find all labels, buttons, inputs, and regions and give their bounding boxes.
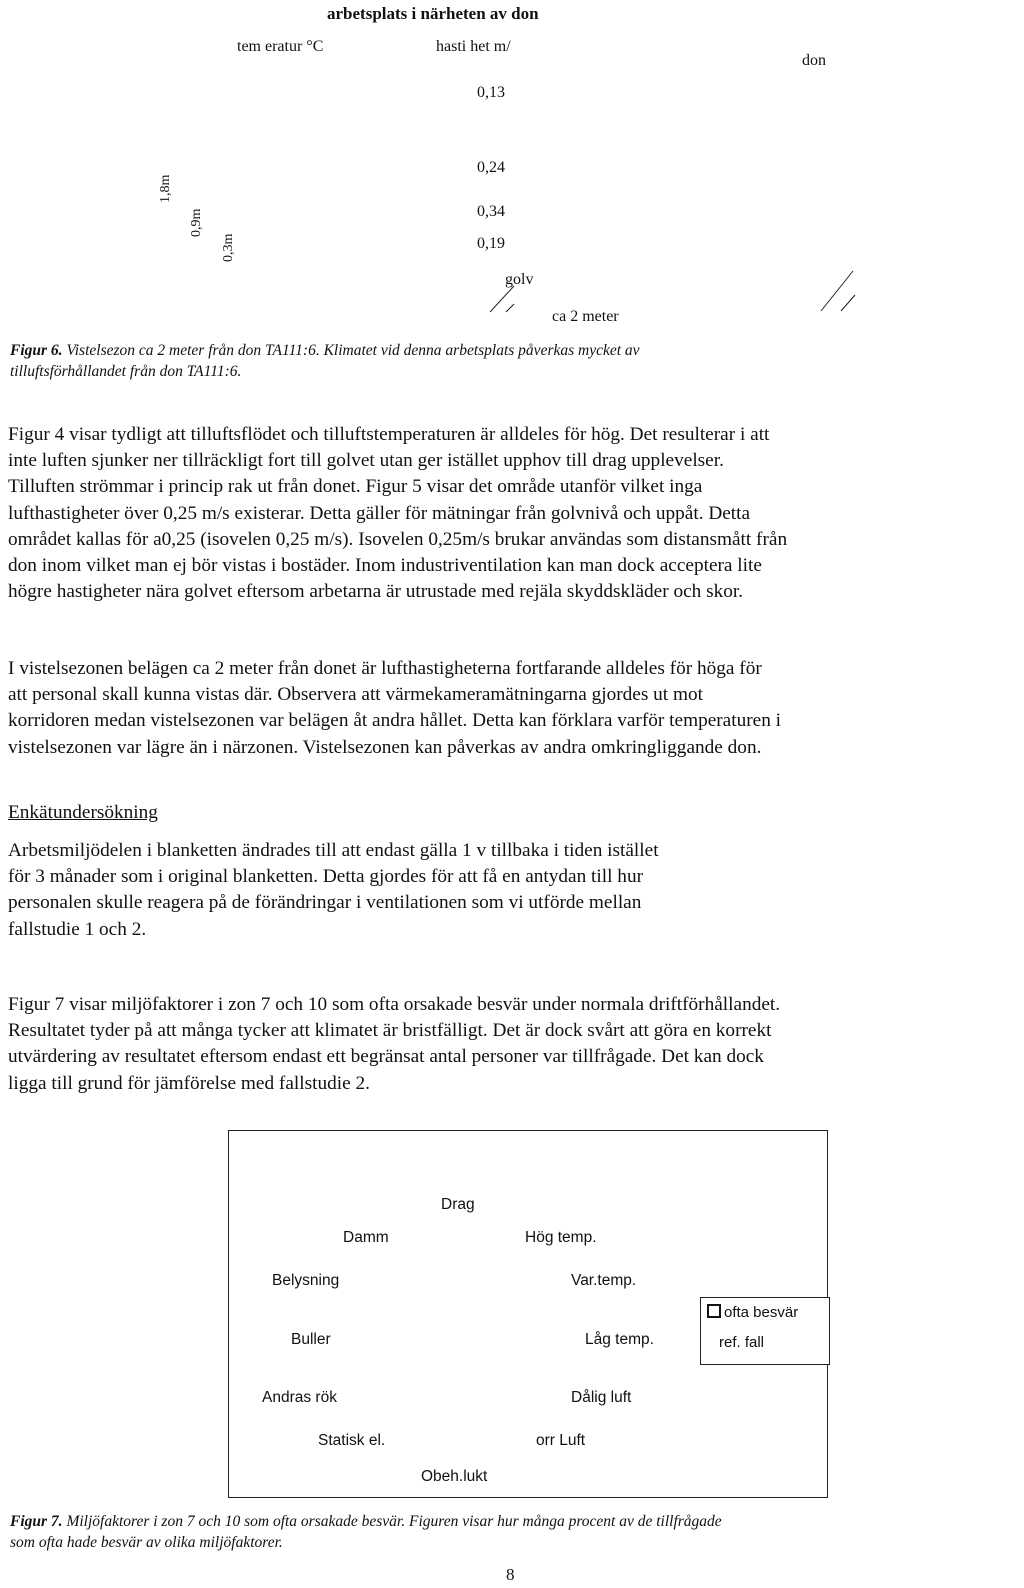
paragraph-4-line: ligga till grund för jämförelse med fallstudie 2. <box>8 1072 370 1094</box>
figure-7-caption <box>10 1511 1010 1553</box>
temperature-column-label: tem eratur °C <box>237 38 324 55</box>
paragraph-3-line: Arbetsmiljödelen i blanketten ändrades till att endast gälla 1 v tillbaka i tiden istället <box>8 840 659 861</box>
figure-6-caption-text-2: tilluftsförhållandet från don TA111:6. <box>10 363 242 380</box>
distance-label: ca 2 meter <box>552 308 619 325</box>
figure-7-caption-label: Figur 7. <box>10 1513 63 1530</box>
legend-item-ofta-besvar <box>707 1304 798 1321</box>
paragraph-1-line: don inom vilket man ej bör vistas i bostäder. Inom industriventilation kan man dock acceptera lite <box>8 555 762 577</box>
value-0-9m: 0,34 <box>477 203 505 220</box>
label-andras-rok: Andras rök <box>262 1389 337 1406</box>
paragraph-1-line: området kallas för a0,25 (isovelen 0,25 m/s). Isovelen 0,25m/s brukar användas som distansmått från <box>8 528 788 550</box>
value-0-3m: 0,19 <box>477 235 505 252</box>
paragraph-4-line: utvärdering av resultatet eftersom endast ett begränsat antal personer var tillfrågade. Det kan dock <box>8 1046 764 1068</box>
figure-7-caption-text: Miljöfaktorer i zon 7 och 10 som ofta orsakade besvär. Figuren visar hur många procent av de tillfrågade <box>66 1513 722 1530</box>
floor-hatch-right <box>815 265 865 315</box>
label-statisk-el: Statisk el. <box>318 1432 386 1449</box>
legend-label: ref. fall <box>719 1334 765 1351</box>
page-number: 8 <box>506 1565 515 1584</box>
label-hog-temp: Hög temp. <box>525 1229 597 1246</box>
figure-6-title: arbetsplats i närheten av don <box>327 4 539 23</box>
height-label-0-3m: 0,3m <box>221 233 236 262</box>
floor-label: golv <box>505 271 534 288</box>
legend-item-ref-fall <box>719 1334 764 1351</box>
paragraph-1-line: Tilluften strömmar i princip rak ut från donet. Figur 5 visar det område utanför vilket inga <box>8 476 703 498</box>
label-var-temp: Var.temp. <box>571 1272 637 1289</box>
don-label: don <box>802 52 826 69</box>
label-obeh-lukt: Obeh.lukt <box>421 1468 488 1485</box>
figure-7-caption-text-2: som ofta hade besvär av olika miljöfaktorer. <box>10 1534 283 1551</box>
label-drag: Drag <box>441 1196 475 1213</box>
paragraph-4-line: Figur 7 visar miljöfaktorer i zon 7 och 10 som ofta orsakade besvär under normala driftförhållandet. <box>8 994 781 1015</box>
floor-hatch-left <box>488 276 518 316</box>
paragraph-2 <box>8 656 1018 761</box>
figure-7-legend <box>700 1297 830 1365</box>
paragraph-2-line: vistelsezonen var lägre än i närzonen. Vistelsezonen kan påverkas av andra omkringliggande don. <box>8 736 762 758</box>
label-buller: Buller <box>291 1331 331 1348</box>
paragraph-3-line: för 3 månader som i original blanketten. Detta gjordes för att få en antydan till hur <box>8 866 644 888</box>
label-belysning: Belysning <box>272 1272 340 1289</box>
legend-square-icon <box>707 1304 721 1318</box>
label-torr-luft: orr Luft <box>536 1432 586 1449</box>
label-damm: Damm <box>343 1229 389 1246</box>
paragraph-3 <box>8 838 1018 943</box>
paragraph-3-line: fallstudie 1 och 2. <box>8 918 147 940</box>
figure-6-caption <box>10 340 1010 382</box>
paragraph-2-line: korridoren medan vistelsezonen var belägen åt andra hållet. Detta kan förklara varför temperaturen i <box>8 710 782 732</box>
paragraph-1-line: inte luften sjunker ner tillräckligt fort till golvet utan ger istället upphov till drag upplevelser. <box>8 450 724 472</box>
paragraph-1 <box>8 422 1018 605</box>
figure-6-caption-text: Vistelsezon ca 2 meter från don TA111:6. Klimatet vid denna arbetsplats påverkas mycket av <box>66 342 640 359</box>
paragraph-2-line: att personal skall kunna vistas där. Observera att värmekameramätningarna gjordes ut mot <box>8 684 703 706</box>
label-lag-temp: Låg temp. <box>585 1331 654 1348</box>
height-label-0-9m: 0,9m <box>189 208 204 237</box>
paragraph-2-line: I vistelsezonen belägen ca 2 meter från donet är lufthastigheterna fortfarande alldeles för höga för <box>8 658 762 679</box>
speed-column-label: hasti het m/ <box>436 38 511 55</box>
value-1-8m: 0,24 <box>477 159 505 176</box>
value-top: 0,13 <box>477 84 505 101</box>
paragraph-1-line: högre hastigheter nära golvet eftersom arbetarna är utrustade med rejäla skyddskläder och skor. <box>8 581 744 603</box>
paragraph-4 <box>8 992 1018 1097</box>
legend-label: ofta besvär <box>724 1304 799 1321</box>
paragraph-1-line: Figur 4 visar tydligt att tilluftsflödet och tilluftstemperaturen är alldeles för hög. Det resulterar i att <box>8 424 770 445</box>
paragraph-1-line: lufthastigheter över 0,25 m/s existerar. Detta gäller för mätningar från golvnivå och uppåt. Detta <box>8 502 751 524</box>
paragraph-4-line: Resultatet tyder på att många tycker att klimatet är bristfälligt. Det är dock svårt att göra en korrekt <box>8 1020 772 1042</box>
figure-6-caption-label: Figur 6. <box>10 342 63 359</box>
paragraph-3-line: personalen skulle reagera på de förändringar i ventilationen som vi utförde mellan <box>8 892 642 914</box>
section-heading: Enkätundersökning <box>8 802 158 823</box>
height-label-1-8m: 1,8m <box>158 174 173 203</box>
label-dalig-luft: Dålig luft <box>571 1389 632 1406</box>
